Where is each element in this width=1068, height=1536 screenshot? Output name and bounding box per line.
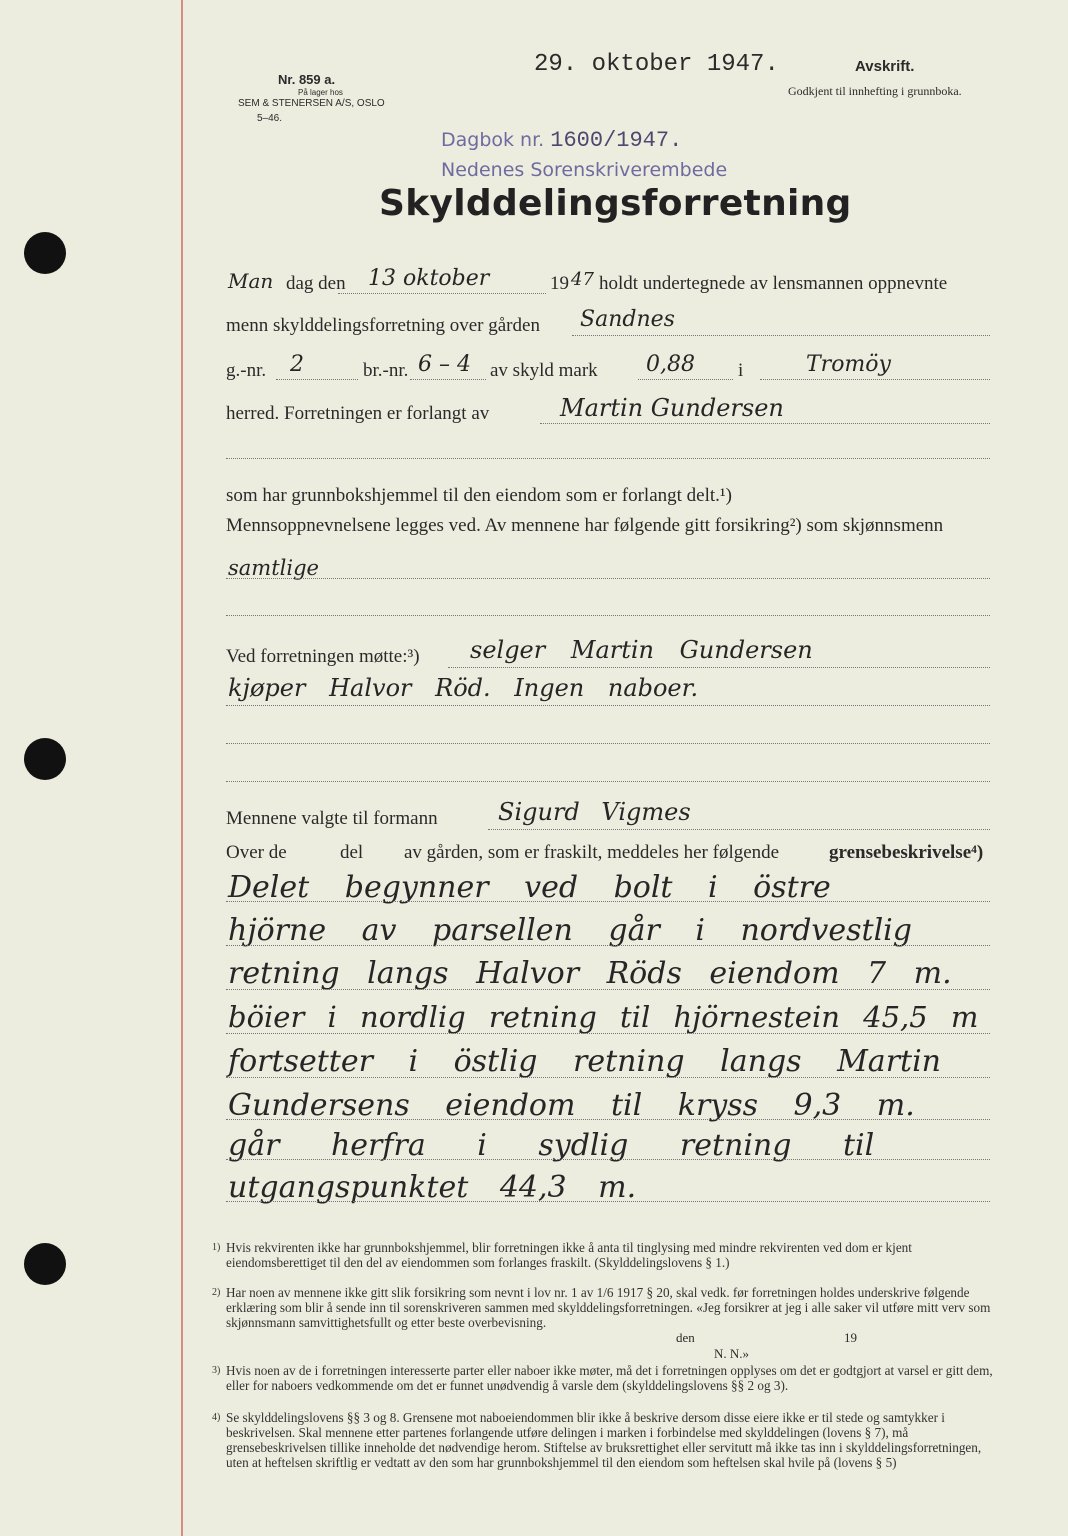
label-farm: menn skylddelingsforretning over gården — [226, 315, 540, 336]
hand-buyer: kjøper Halvor Röd. Ingen naboer. — [228, 674, 699, 702]
fill-line — [226, 1200, 990, 1202]
fill-line — [276, 378, 358, 380]
fill-line — [226, 944, 990, 946]
publisher-line-3: 5–46. — [257, 113, 283, 124]
publisher-line-1: På lager hos — [298, 88, 343, 97]
fill-line — [226, 780, 990, 782]
label-i: i — [738, 360, 744, 381]
fill-line — [226, 457, 990, 459]
hand-skyld: 0,88 — [646, 352, 695, 377]
copy-note: Godkjent til innhefting i grunnboka. — [788, 84, 962, 98]
footnote-4 — [212, 1410, 996, 1470]
hand-requester: Martin Gundersen — [560, 394, 784, 422]
fill-line — [226, 1032, 990, 1034]
fill-line — [226, 614, 990, 616]
footnote-1 — [212, 1240, 996, 1270]
description-line: går herfra i sydlig retning til — [228, 1128, 875, 1163]
description-line: Delet begynner ved bolt i östre — [228, 870, 831, 905]
footnote-text: Hvis rekvirenten ikke har grunnbokshjemmel, blir forretningen ikke å anta til tinglysing med mindre rekvirenten ved dom er kjent eiendomsberettiget til den del av eiendommen som forlanges fraskilt. (Skylddelingslovens § 1.) — [226, 1240, 912, 1270]
page-title: Skylddelingsforretning — [379, 183, 852, 224]
footnote-text: Hvis noen av de i forretningen interesserte parter eller naboer ikke møter, må det i forretningen opplyses om det er godtgjort at varsel er gitt dem, eller for naboers vedkommende om det er funnet unødvendig å varsle dem (skylddelingslovens §§ 2 og 3). — [226, 1363, 993, 1393]
footnote-number: 1) — [212, 1242, 221, 1253]
footnote-number: 2) — [212, 1287, 221, 1298]
text-hjemmel: som har grunnbokshjemmel til den eiendom som er forlangt delt.¹) — [226, 485, 732, 506]
fill-line — [448, 666, 990, 668]
hand-seller: selger Martin Gundersen — [470, 636, 813, 664]
description-line: böier i nordlig retning til hjörnestein 45,5 m — [228, 1000, 979, 1034]
punch-hole — [24, 232, 66, 274]
hand-all: samtlige — [228, 556, 319, 580]
footnote-3 — [212, 1363, 996, 1393]
description-line: fortsetter i östlig retning langs Martin — [228, 1044, 942, 1079]
fill-line — [540, 422, 990, 424]
footnote-2 — [212, 1285, 996, 1330]
hand-bnr: 6 – 4 — [418, 352, 471, 377]
hand-date: 13 oktober — [368, 266, 490, 291]
hand-farm-name: Sandnes — [580, 307, 675, 332]
footnote-text: Har noen av mennene ikke gitt slik forsikring som nevnt i lov nr. 1 av 1/6 1917 § 20, skal vedk. før forretningen holdes underskrive følgende erklæring som blir å sende inn til sorenskriveren sammen med skylddelingsforretningen. «Jeg forsikrer at jeg i alle saker vil utføre mitt verv som skjønnsmann samvittighetsfullt og etter beste overbevisning. — [226, 1285, 991, 1330]
description-line: hjörne av parsellen går i nordvestlig — [228, 913, 912, 948]
footnote-2-year: 19 — [844, 1330, 857, 1345]
fill-line — [226, 988, 990, 990]
footnote-number: 4) — [212, 1412, 221, 1423]
label-requested-by: herred. Forretningen er forlangt av — [226, 403, 490, 424]
label-boundary-description: grensebeskrivelse⁴) — [829, 842, 984, 863]
copy-title: Avskrift. — [855, 58, 915, 75]
journal-stamp — [441, 128, 682, 153]
description-line: retning langs Halvor Röds eiendom 7 m. — [228, 956, 952, 991]
hand-chairman: Sigurd Vigmes — [498, 798, 691, 826]
footnote-number: 3) — [212, 1365, 221, 1376]
label-over-de: Over de — [226, 842, 287, 863]
label-gnr: g.-nr. — [226, 360, 267, 381]
punch-hole — [24, 738, 66, 780]
fill-line — [572, 334, 990, 336]
fill-line — [226, 1076, 990, 1078]
footnote-2-signature: N. N.» — [714, 1346, 750, 1361]
label-bnr: br.-nr. — [363, 360, 409, 381]
document-date: 29. oktober 1947. — [534, 51, 779, 78]
label-attended: Ved forretningen møtte:³) — [226, 646, 420, 667]
label-del: del — [340, 842, 364, 863]
office-stamp: Nedenes Sorenskriverembede — [441, 159, 728, 181]
journal-label: Dagbok nr. — [441, 129, 545, 151]
description-line: utgangspunktet 44,3 m. — [228, 1170, 637, 1205]
fill-line — [410, 378, 486, 380]
text-appointments: Mennsoppnevnelsene legges ved. Av mennene har følgende gitt forsikring²) som skjønnsmenn — [226, 515, 944, 536]
fill-line — [226, 742, 990, 744]
margin-line — [181, 0, 183, 1536]
footnote-2-den: den — [676, 1330, 695, 1345]
label-skyld: av skyld mark — [490, 360, 598, 381]
fill-line — [226, 1158, 990, 1160]
fill-line — [760, 378, 990, 380]
fill-line — [226, 704, 990, 706]
punch-hole — [24, 1243, 66, 1285]
fill-line — [488, 828, 990, 830]
label-dag-den: dag den — [286, 273, 346, 294]
label-from-farm: av gården, som er fraskilt, meddeles her følgende — [404, 842, 780, 863]
fill-line — [226, 577, 990, 579]
hand-gnr: 2 — [290, 352, 304, 377]
hand-year: 47 — [571, 269, 594, 290]
hand-municipality: Tromöy — [806, 352, 891, 377]
label-year-prefix: 19 — [550, 273, 569, 294]
form-number: Nr. 859 a. — [278, 72, 336, 87]
fill-line — [338, 292, 546, 294]
journal-number: 1600/1947. — [550, 128, 683, 153]
fill-line — [226, 900, 990, 902]
hand-weekday: Man — [228, 269, 274, 293]
label-chairman: Mennene valgte til formann — [226, 808, 438, 829]
label-held: holdt undertegnede av lensmannen oppnevnte — [599, 273, 948, 294]
fill-line — [226, 1118, 990, 1120]
footnote-text: Se skylddelingslovens §§ 3 og 8. Grensene mot naboeiendommen blir ikke å beskrive dersom disse eiere ikke er til stede og samtykker i beskrivelsen. Skal mennene etter partenes forlangende utføre delingen i marken i forbindelse med skylddelingen (lovens § 7), må grensebeskrivelsen tillike inneholde det nødvendige herom. Stiftelse av bruksrettighet eller servitutt må ikke tas inn i skylddelingsforretningen, uten at heftelsen skriftlig er vedtatt av den som har grunnbokshjemmel til den eiendom som heftelsen skal hvile på (lovens § 5) — [226, 1410, 982, 1470]
publisher-line-2: SEM & STENERSEN A/S, OSLO — [238, 98, 385, 109]
fill-line — [638, 378, 733, 380]
description-line: Gundersens eiendom til kryss 9,3 m. — [228, 1088, 915, 1123]
